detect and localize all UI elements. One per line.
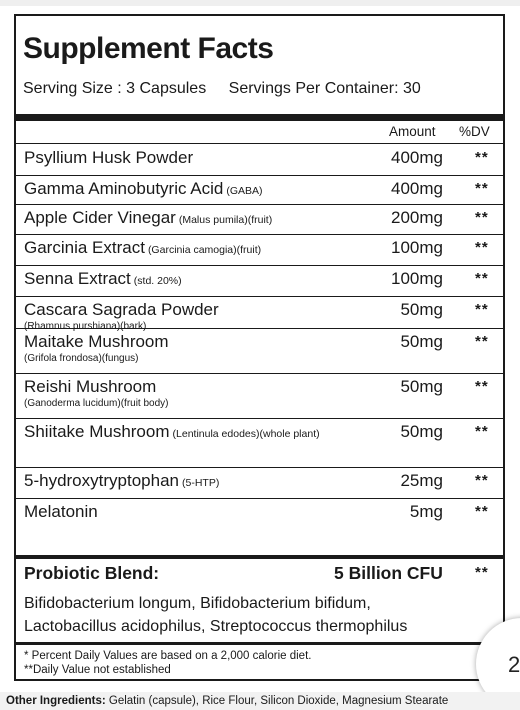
other-ingredients-text: Gelatin (capsule), Rice Flour, Silicon Dioxide, Magnesium Stearate (105, 695, 449, 707)
ingredient-note: (Malus pumila)(fruit) (178, 214, 273, 226)
ingredient-dv: ** (475, 149, 489, 166)
ingredient-name (24, 148, 193, 168)
ingredient-amount: 50mg (400, 300, 443, 319)
probiotic-amount: 5 Billion CFU (334, 563, 443, 583)
ingredient-name-text: Garcinia Extract (24, 238, 145, 257)
dv-header: %DV (459, 124, 490, 139)
ingredient-source: (Ganoderma lucidum)(fruit body) (24, 398, 169, 409)
ingredient-name (24, 208, 272, 228)
ingredient-name (24, 422, 320, 442)
ingredient-dv: ** (475, 180, 489, 197)
ingredient-name (24, 332, 169, 352)
probiotic-strains (24, 592, 494, 638)
probiotic-rule (16, 555, 503, 559)
ingredient-dv: ** (475, 239, 489, 256)
ingredient-amount: 50mg (400, 377, 443, 396)
probiotic-strains-line-2: Lactobacillus acidophilus, Streptococcus thermophilus (24, 618, 408, 635)
ingredient-row (16, 499, 503, 530)
ingredient-note: (Garcinia camogia)(fruit) (147, 244, 262, 256)
ingredient-name-text: Gamma Aminobutyric Acid (24, 179, 224, 198)
supplement-facts-panel (14, 14, 505, 681)
ingredient-dv: ** (475, 378, 489, 395)
ingredient-name-text: Cascara Sagrada Powder (24, 300, 219, 319)
ingredient-amount: 100mg (391, 269, 443, 288)
ingredient-amount: 50mg (400, 422, 443, 441)
amount-header: Amount (389, 124, 436, 139)
ingredient-amount: 50mg (400, 332, 443, 351)
ingredient-name (24, 238, 261, 258)
probiotic-name: Probiotic Blend: (24, 563, 160, 583)
serving-info (23, 80, 421, 98)
ingredient-amount: 400mg (391, 179, 443, 198)
footnote (24, 649, 311, 677)
ingredient-name (24, 269, 182, 289)
ingredient-row (16, 176, 503, 205)
ingredient-dv: ** (475, 423, 489, 440)
ingredient-dv: ** (475, 333, 489, 350)
ingredient-row (16, 297, 503, 332)
ingredient-row (16, 145, 503, 176)
ingredient-name-text: Apple Cider Vinegar (24, 208, 176, 227)
ingredient-note: (GABA) (226, 185, 263, 197)
ingredient-row (16, 329, 503, 374)
ingredient-note: (std. 20%) (133, 275, 182, 287)
ingredient-source: (Grifola frondosa)(fungus) (24, 353, 139, 364)
other-ingredients (0, 692, 520, 710)
ingredient-amount: 100mg (391, 238, 443, 257)
facts-title: Supplement Facts (23, 32, 274, 65)
ingredient-dv: ** (475, 209, 489, 226)
top-strip (0, 0, 520, 6)
ingredient-amount: 200mg (391, 208, 443, 227)
footnote-rule (16, 642, 503, 645)
ingredient-name (24, 300, 219, 320)
ingredient-dv: ** (475, 301, 489, 318)
ingredient-dv: ** (475, 472, 489, 489)
probiotic-strains-line-1: Bifidobacterium longum, Bifidobacterium bifidum, (24, 595, 371, 612)
page-number: 2 (508, 652, 520, 677)
ingredient-name (24, 471, 219, 491)
ingredient-amount: 25mg (400, 471, 443, 490)
ingredient-name (24, 377, 156, 397)
ingredient-name-text: 5-hydroxytryptophan (24, 471, 179, 490)
ingredient-row (16, 374, 503, 419)
ingredient-name-text: Maitake Mushroom (24, 332, 169, 351)
ingredient-row (16, 468, 503, 499)
ingredient-name-text: Melatonin (24, 502, 98, 521)
ingredient-note: (Lentinula edodes)(whole plant) (172, 428, 320, 440)
ingredient-name-text: Reishi Mushroom (24, 377, 157, 396)
ingredient-row (16, 235, 503, 266)
header-rule (16, 143, 503, 144)
top-thick-rule (16, 114, 503, 121)
ingredient-row (16, 419, 503, 468)
ingredient-name-text: Shiitake Mushroom (24, 422, 170, 441)
ingredient-name (24, 179, 263, 199)
footnote-not-established: **Daily Value not established (24, 664, 171, 676)
ingredient-dv: ** (475, 503, 489, 520)
probiotic-dv: ** (475, 564, 489, 581)
ingredient-source: (Rhamnus purshiana)(bark) (24, 321, 147, 332)
servings-per-container: Servings Per Container: 30 (228, 80, 421, 97)
ingredient-name-text: Psyllium Husk Powder (24, 148, 194, 167)
ingredient-dv: ** (475, 270, 489, 287)
ingredient-name-text: Senna Extract (24, 269, 131, 288)
footnote-dv: * Percent Daily Values are based on a 2,000 calorie diet. (24, 650, 312, 662)
ingredient-note: (5-HTP) (181, 477, 220, 489)
ingredient-name (24, 502, 98, 522)
ingredient-row (16, 266, 503, 297)
ingredient-row (16, 205, 503, 235)
serving-size: Serving Size : 3 Capsules (23, 80, 207, 97)
ingredient-amount: 400mg (391, 148, 443, 167)
ingredient-amount: 5mg (409, 502, 443, 521)
other-ingredients-label: Other Ingredients: (6, 695, 106, 707)
